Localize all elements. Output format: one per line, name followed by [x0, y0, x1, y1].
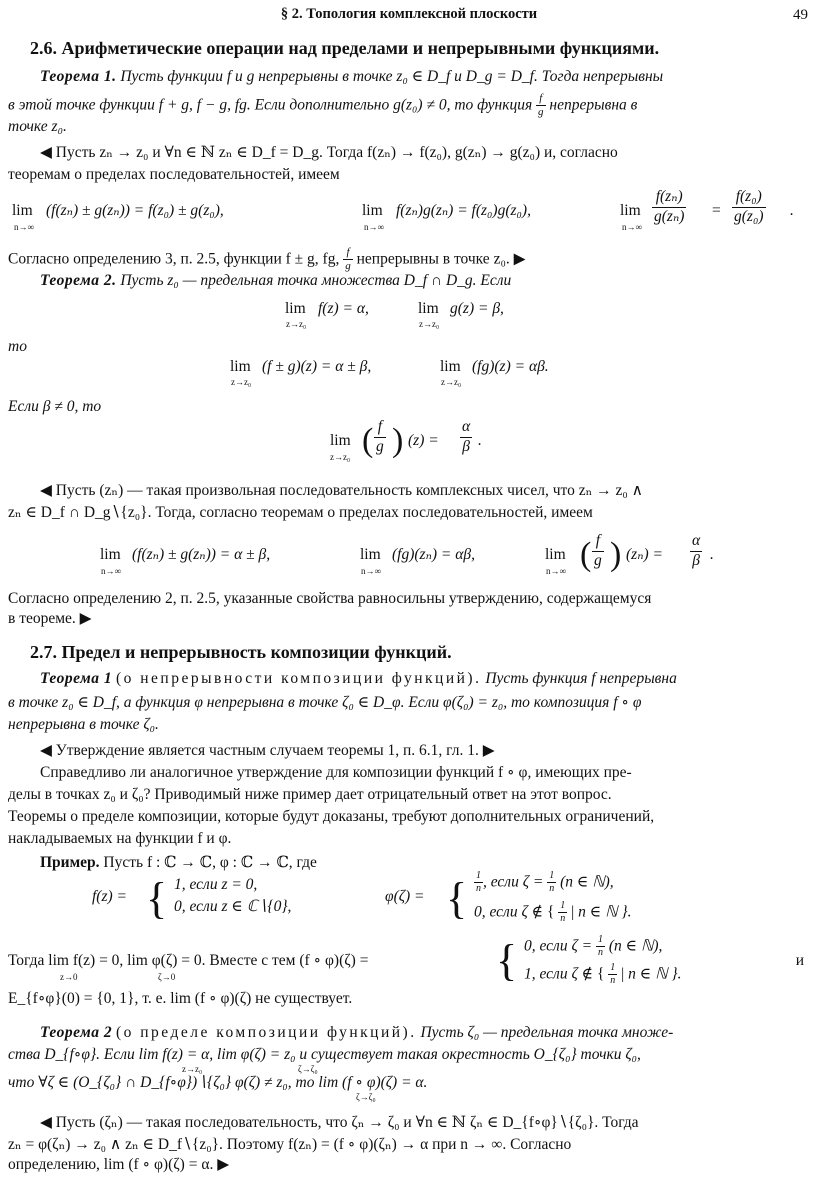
s27-theorem-2-text-1: Пусть ζ₀ — предельная точка множе- [420, 1024, 674, 1041]
lim-eq3-b: lim [440, 358, 461, 375]
then-line: Тогда lim f(z) = 0, lim φ(ζ) = 0. Вместе с тем (f ∘ φ)(ζ) = [8, 952, 369, 969]
eq1-quotient-left: $\frac{\text{f(zₙ)}}{\text{g(zₙ)}}$ [654, 188, 685, 225]
example-intro [40, 854, 808, 873]
proof-1-end-b: непрерывны в точке z₀. ▶ [356, 250, 526, 268]
theorem-1-line-1 [40, 68, 808, 87]
theorem-2 [40, 272, 808, 291]
eq4-f-over-g: $\frac{f}{g}$ [376, 418, 384, 455]
s27-theorem-1-name: (о непрерывности композиции функций). [115, 670, 482, 687]
phi-lhs: φ(ζ) = [385, 888, 425, 905]
section-2-7-title: 2.7. Предел и непрерывность композиции функций. [30, 642, 452, 662]
proof-1-end-a: Согласно определению 3, п. 2.5, функции f ± g, fg, [8, 250, 340, 268]
eq5-sum: (f(zₙ) ± g(zₙ)) = α ± β, [132, 546, 271, 563]
s27-theorem-1-text-1: Пусть функция f непрерывна [485, 670, 677, 687]
equation-1: lim n→∞ (f(zₙ) ± g(zₙ)) = f(z₀) ± g(z₀), lim n→∞ f(zₙ)g(zₙ) = f(z₀)g(z₀), lim n→∞ $\frac{\text{f(zₙ)}}{\text{g(zₙ)}}$ = $\frac{\text{f(z₀)}}{\text{g(z₀)}}$ . [12, 188, 794, 232]
s27-theorem-2-text-3: что ∀ζ ∈ (O_{ζ₀} ∩ D_{f∘φ})∖{ζ₀} φ(ζ) ≠ z₀, то lim (f ∘ φ)(ζ) = α. [8, 1074, 428, 1091]
lim-eq2-a-sub: z→z₀ [286, 319, 307, 329]
question-line-4: накладываемых на функции f и φ. [8, 830, 232, 847]
lim-eq5-b: lim [360, 546, 381, 563]
equation-3 [0, 356, 818, 392]
theorem-1-label: Теорема 1. [40, 68, 117, 85]
example-text: Пусть f : ℂ → ℂ, φ : ℂ → ℂ, где [103, 854, 317, 871]
theorem-1-text-2b: непрерывна в [549, 96, 638, 114]
eq5-alpha-over-beta: $\frac{\alpha}{\beta}$ [692, 532, 701, 569]
eq4-arg: (z) = [408, 432, 439, 449]
s27-theorem-1-label: Теорема 1 [40, 670, 113, 687]
comp-case-1: 0, если ζ = $\frac{1}{n}$ (n ∈ ℕ), [524, 934, 663, 959]
theorem-1-text-1: Пусть функции f и g непрерывны в точке z₀ ∈ D_f и D_g = D_f. Тогда непрерывны [120, 68, 664, 85]
theorem-2-label: Теорема 2. [40, 272, 117, 289]
eq4-alpha-over-beta: $\frac{\alpha}{\beta}$ [462, 418, 471, 455]
f-case-2: 0, если z ∈ ℂ∖{0}, [174, 898, 292, 915]
then-block: Тогда lim f(z) = 0, lim φ(ζ) = 0. Вместе с тем (f ∘ φ)(ζ) = z→0 ζ→0 { 0, если ζ = $\frac{1}{n}$ (n ∈ ℕ), 1, если ζ ∉ { $\frac{1}{n}$ | n ∈ ℕ }. и [8, 934, 804, 987]
t2-sub-z: z→z₀ [182, 1064, 203, 1074]
definitions-block: f(z) = { 1, если z = 0, 0, если z ∈ ℂ∖{0}, φ(ζ) = { $\frac{1}{n}$ , если ζ = $\frac{1}{n}$ (n ∈ ℕ), 0, если ζ ∉ { $\frac{1}{n}$ | n ∈ ℕ }. [92, 870, 632, 925]
s27-proof-2-line-3 [8, 1156, 808, 1182]
eq1-product: f(zₙ)g(zₙ) = f(z₀)g(z₀), [396, 202, 531, 219]
equation-4: lim z→z₀ ( $\frac{f}{g}$ ) (z) = $\frac{\alpha}{\beta}$ . [330, 418, 482, 462]
page-number: 49 [793, 7, 808, 23]
f-over-g-fraction: $\frac{f}{g}$ [538, 92, 544, 119]
lim-eq3-a: lim [230, 358, 251, 375]
s27-theorem-2-label: Теорема 2 [40, 1024, 113, 1041]
eq2-right: g(z) = β, [450, 300, 504, 317]
proof-2-end-line-2: в теореме. ▶ [8, 610, 92, 627]
comp-case-2: 1, если ζ ∉ { $\frac{1}{n}$ | n ∈ ℕ }. [524, 962, 682, 987]
s27-theorem-1-line-2: в точке z₀ ∈ D_f, а функция φ непрерывна в точке ζ₀ ∈ D_φ. Если φ(ζ₀) = z₀, то композиция f ∘ φ [8, 694, 642, 711]
s27-theorem-2-text-2: ства D_{f∘φ}. Если lim f(z) = α, lim φ(ζ) = z₀ и существует такая окрестность O_{ζ₀} точки ζ₀, [8, 1046, 641, 1063]
question-line-3: Теоремы о пределе композиции, которые будут доказаны, требуют дополнительных ограничений, [8, 808, 655, 825]
eq5-product: (fg)(zₙ) = αβ, [392, 546, 475, 563]
theorem-2-text: Пусть z₀ — предельная точка множества D_f ∩ D_g. Если [120, 272, 512, 289]
lim-subscript-3: n→∞ [622, 222, 642, 232]
question-line-1: Справедливо ли аналогичное утверждение для композиции функций f ∘ φ, имеющих пре- [40, 764, 632, 781]
theorem-1-line-3: точке z₀. [8, 118, 67, 135]
lim-eq5-a-sub: n→∞ [101, 566, 121, 576]
lim-eq2-b: lim [418, 300, 439, 317]
eq5-arg: (zₙ) = [626, 546, 663, 563]
proof-2-end-line-1: Согласно определению 2, п. 2.5, указанные свойства равносильны утверждению, содержащемуся [8, 590, 652, 607]
f-lhs: f(z) = [92, 888, 127, 905]
proof-2-line-2: zₙ ∈ D_f ∩ D_g∖{z₀}. Тогда, согласно теоремам о пределах последовательностей, имеем [8, 504, 593, 521]
lim-eq5-c: lim [545, 546, 566, 563]
s27-proof-1: ◀ Утверждение является частным случаем теоремы 1, п. 6.1, гл. 1. ▶ [40, 742, 495, 759]
lim-eq3-a-sub: z→z₀ [231, 377, 252, 387]
section-2-6-title: 2.6. Арифметические операции над пределами и непрерывными функциями. [30, 38, 660, 58]
f-over-g-fraction-2: $\frac{f}{g}$ [345, 246, 351, 273]
then-sub-2: ζ→0 [158, 972, 176, 982]
lim-eq5-a: lim [100, 546, 121, 563]
eq2-left: f(z) = α, [318, 300, 369, 317]
lim-eq5-b-sub: n→∞ [361, 566, 381, 576]
eq1-quotient-right: $\frac{\text{f(z₀)}}{\text{g(z₀)}}$ [734, 188, 764, 225]
running-title: § 2. Топология комплексной плоскости [280, 6, 538, 22]
t2-sub-zeta-1: ζ→ζ₀ [298, 1064, 318, 1074]
theorem-1-line-2 [8, 92, 808, 120]
s27-proof-2-text-3: определению, lim (f ∘ φ)(ζ) = α. ▶ [8, 1156, 230, 1173]
s27-theorem-1-line-3: непрерывна в точке ζ₀. [8, 716, 159, 733]
lim-eq2-a: lim [285, 300, 306, 317]
t2-sub-zeta-2: ζ→ζ₀ [356, 1092, 376, 1102]
lim-subscript-2: n→∞ [364, 222, 384, 232]
eq3-right: (fg)(z) = αβ. [472, 358, 549, 375]
example-label: Пример. [40, 854, 100, 871]
eq1-sum: (f(zₙ) ± g(zₙ)) = f(z₀) ± g(z₀), [46, 202, 224, 219]
question-line-2: делы в точках z₀ и ζ₀? Приводимый ниже пример дает отрицательный ответ на этот вопрос. [8, 786, 612, 803]
phi-case-2: 0, если ζ ∉ { $\frac{1}{n}$ | n ∈ ℕ }. [474, 900, 632, 925]
s27-theorem-2-line-1 [40, 1024, 808, 1043]
eq5-f-over-g: $\frac{f}{g}$ [594, 532, 602, 569]
word-and: и [795, 952, 804, 969]
word-to: то [8, 338, 27, 355]
if-beta-nonzero: Если β ≠ 0, то [8, 398, 102, 415]
s27-proof-2-line-2: zₙ = φ(ζₙ) → z₀ ∧ zₙ ∈ D_f∖{z₀}. Поэтому f(zₙ) = (f ∘ φ)(ζₙ) → α при n → ∞. Согласно [8, 1136, 572, 1153]
lim-eq2-b-sub: z→z₀ [419, 319, 440, 329]
lim-subscript: n→∞ [14, 222, 34, 232]
s27-theorem-2-name: (о пределе композиции функций). [115, 1024, 417, 1041]
lim-operator: lim [12, 202, 33, 219]
lim-eq5-c-sub: n→∞ [546, 566, 566, 576]
s27-theorem-1-line-1 [40, 670, 808, 689]
phi-case-1: $\frac{1}{n}$ , если ζ = $\frac{1}{n}$ (n ∈ ℕ), [476, 870, 614, 895]
lim-eq4: lim [330, 432, 351, 449]
proof-1-end [8, 246, 808, 274]
proof-1-line-1: ◀ Пусть zₙ → z₀ и ∀n ∈ ℕ zₙ ∈ D_f = D_g. Тогда f(zₙ) → f(z₀), g(zₙ) → g(z₀) и, согласно [40, 144, 618, 161]
proof-2-line-1: ◀ Пусть (zₙ) — такая произвольная последовательность комплексных чисел, что zₙ → z₀ ∧ [40, 482, 644, 499]
eq3-left: (f ± g)(z) = α ± β, [262, 358, 372, 375]
s27-theorem-2-line-3 [8, 1074, 808, 1114]
lim-eq3-b-sub: z→z₀ [441, 377, 462, 387]
lim-operator-2: lim [362, 202, 383, 219]
lim-operator-3: lim [620, 202, 641, 219]
proof-1-line-2: теоремам о пределах последовательностей, имеем [8, 166, 340, 183]
equation-5: lim n→∞ (f(zₙ) ± g(zₙ)) = α ± β, lim n→∞ (fg)(zₙ) = αβ, lim n→∞ ( $\frac{f}{g}$ ) (zₙ) = $\frac{\alpha}{\beta}$ . [100, 532, 714, 576]
s27-proof-2-line-1: ◀ Пусть (ζₙ) — такая последовательность, что ζₙ → ζ₀ и ∀n ∈ ℕ ζₙ ∈ D_{f∘φ}∖{ζ₀}. Тогда [40, 1114, 639, 1131]
then-line-2: E_{f∘φ}(0) = {0, 1}, т. е. lim (f ∘ φ)(ζ) не существует. [8, 990, 353, 1007]
lim-eq4-sub: z→z₀ [330, 452, 351, 462]
theorem-1-text-2a: в этой точке функции f + g, f − g, fg. Если дополнительно g(z₀) ≠ 0, то функция [8, 96, 533, 114]
f-case-1: 1, если z = 0, [174, 876, 258, 893]
then-sub-1: z→0 [60, 972, 78, 982]
equation-2 [0, 298, 818, 334]
